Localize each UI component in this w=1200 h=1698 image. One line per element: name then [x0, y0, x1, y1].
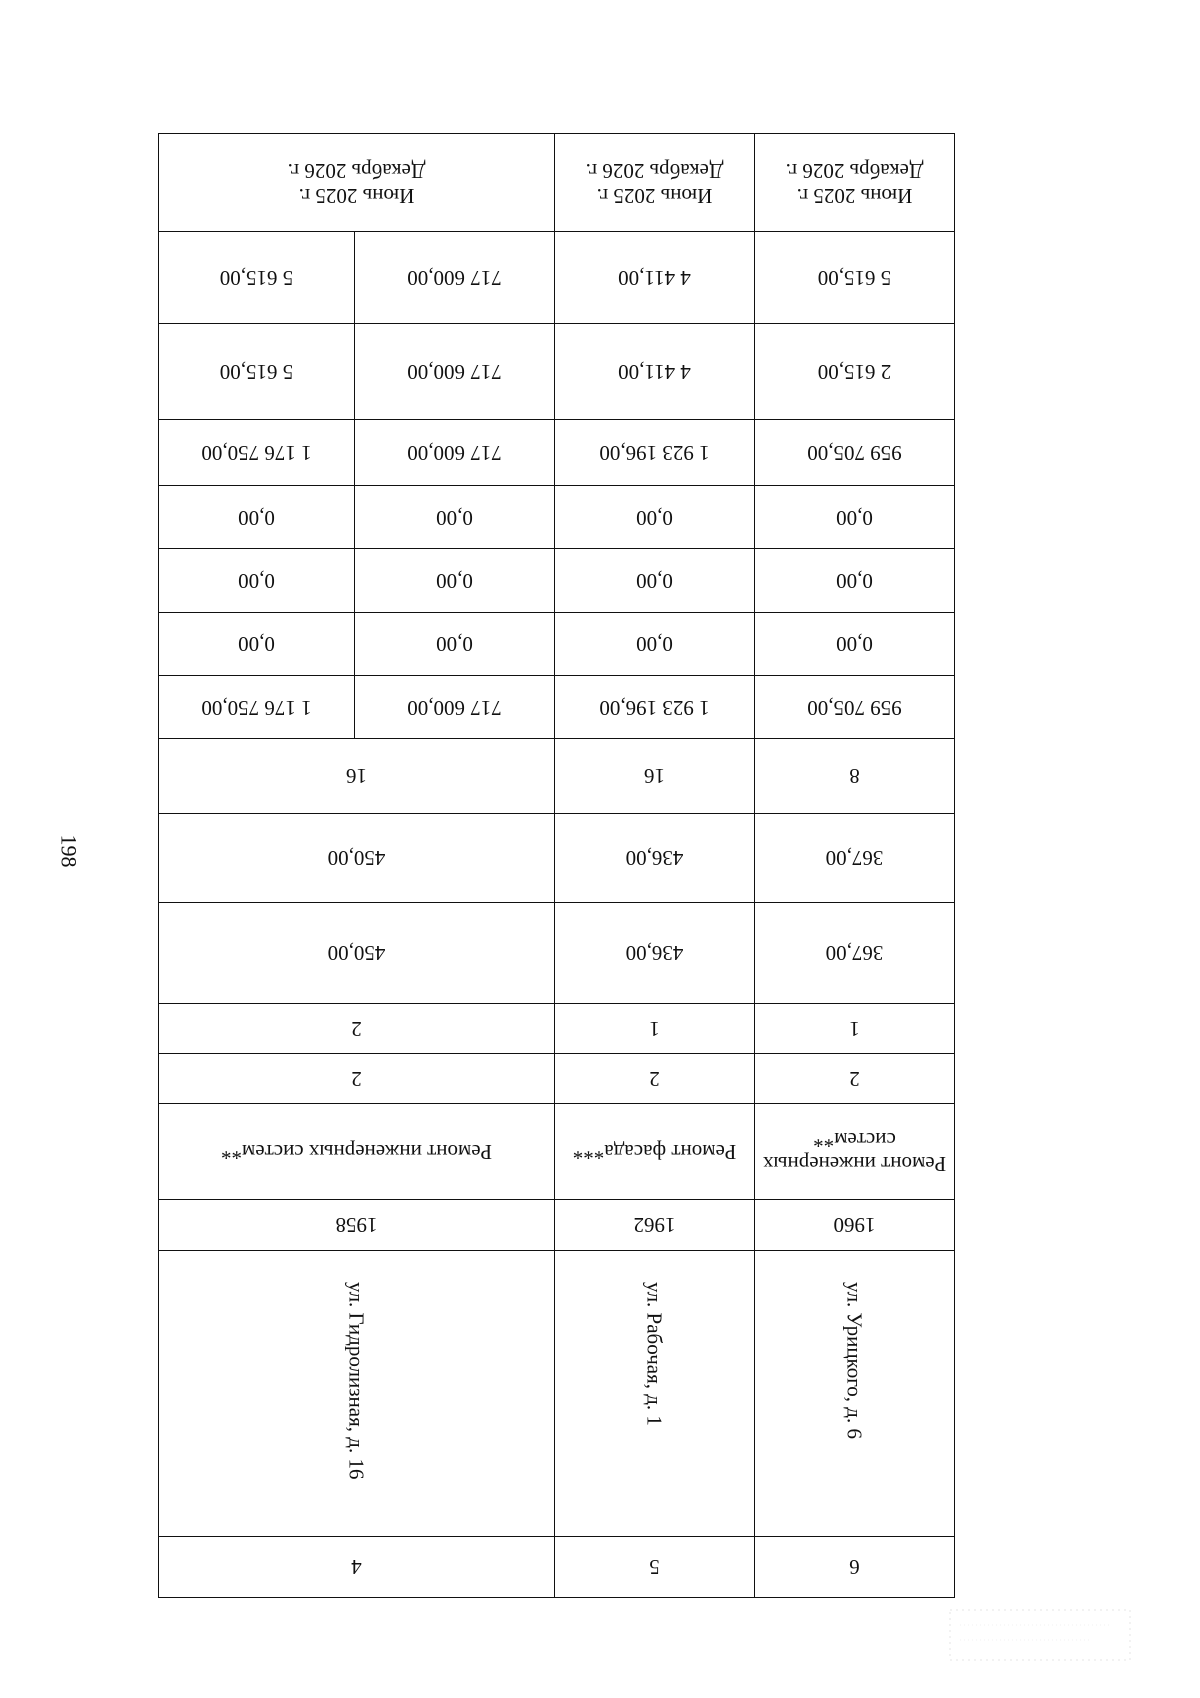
cell-area2-5: 436,00 — [555, 813, 755, 903]
capital-repair-table-wrap — [158, 133, 954, 1598]
cell-limit-6: 5 615,00 — [755, 232, 955, 324]
cell-own-6: 959 705,00 — [755, 420, 955, 486]
row-unit-cost — [159, 324, 955, 420]
cell-address-5 — [555, 1250, 755, 1536]
cell-count-4: 16 — [159, 739, 555, 813]
term-end-6: Декабрь 2026 г. — [785, 158, 924, 183]
page-number: 198 — [56, 834, 82, 868]
cell-area1-4: 450,00 — [159, 903, 555, 1004]
cell-num-5: 5 — [555, 1536, 755, 1597]
cell-count-6: 8 — [755, 739, 955, 813]
cell-limit-4: 5 615,00 — [159, 232, 355, 324]
cell-term-5 — [555, 134, 755, 232]
cell-area2-4: 450,00 — [159, 813, 555, 903]
cell-own-4b: 717 600,00 — [355, 420, 555, 486]
cell-colb-4: 2 — [159, 1003, 555, 1053]
cell-address-6 — [755, 1250, 955, 1536]
cell-total-4b: 717 600,00 — [355, 675, 555, 738]
address-text-5: ул. Рабочая, д. 1 — [643, 1281, 667, 1426]
cell-fund2-5: 0,00 — [555, 549, 755, 612]
row-address — [159, 1250, 955, 1536]
row-work-type — [159, 1104, 955, 1200]
cell-total-4: 1 176 750,00 — [159, 675, 355, 738]
row-year — [159, 1200, 955, 1250]
cell-unit-5: 4 411,00 — [555, 324, 755, 420]
cell-fund3-4: 0,00 — [159, 485, 355, 548]
cell-own-5: 1 923 196,00 — [555, 420, 755, 486]
cell-area1-6: 367,00 — [755, 903, 955, 1004]
address-text-6: ул. Урицкого, д. 6 — [843, 1281, 867, 1439]
row-limit-cost — [159, 232, 955, 324]
row-col-a — [159, 1053, 955, 1103]
cell-total-5: 1 923 196,00 — [555, 675, 755, 738]
row-total — [159, 675, 955, 738]
cell-work-6: Ремонт инженерных систем** — [755, 1104, 955, 1200]
cell-num-6: 6 — [755, 1536, 955, 1597]
cell-term-4 — [159, 134, 555, 232]
cell-limit-5: 4 411,00 — [555, 232, 755, 324]
cell-total-6: 959 705,00 — [755, 675, 955, 738]
cell-cola-4: 2 — [159, 1053, 555, 1103]
term-end-4: Декабрь 2026 г. — [287, 158, 426, 183]
cell-area2-6: 367,00 — [755, 813, 955, 903]
term-start-5: Июнь 2025 г. — [596, 183, 713, 208]
row-area-2 — [159, 813, 955, 903]
cell-year-4: 1958 — [159, 1200, 555, 1250]
cell-fund2-4: 0,00 — [159, 549, 355, 612]
cell-fund2-4b: 0,00 — [355, 549, 555, 612]
term-start-6: Июнь 2025 г. — [796, 183, 913, 208]
term-end-5: Декабрь 2026 г. — [585, 158, 724, 183]
row-term — [159, 134, 955, 232]
cell-unit-6: 2 615,00 — [755, 324, 955, 420]
cell-fund1-6: 0,00 — [755, 612, 955, 675]
cell-work-5: Ремонт фасада*** — [555, 1104, 755, 1200]
faded-stamp-mark — [940, 1600, 1140, 1670]
row-own — [159, 420, 955, 486]
cell-fund1-5: 0,00 — [555, 612, 755, 675]
row-fund-2 — [159, 549, 955, 612]
cell-fund3-4b: 0,00 — [355, 485, 555, 548]
cell-address-4 — [159, 1250, 555, 1536]
cell-year-6: 1960 — [755, 1200, 955, 1250]
term-start-4: Июнь 2025 г. — [298, 183, 415, 208]
cell-fund3-5: 0,00 — [555, 485, 755, 548]
row-number — [159, 1536, 955, 1597]
capital-repair-table — [158, 133, 955, 1598]
row-fund-3 — [159, 485, 955, 548]
cell-fund1-4b: 0,00 — [355, 612, 555, 675]
cell-own-4: 1 176 750,00 — [159, 420, 355, 486]
cell-year-5: 1962 — [555, 1200, 755, 1250]
cell-work-4: Ремонт инженерных систем** — [159, 1104, 555, 1200]
cell-fund3-6: 0,00 — [755, 485, 955, 548]
cell-fund2-6: 0,00 — [755, 549, 955, 612]
cell-colb-5: 1 — [555, 1003, 755, 1053]
cell-fund1-4: 0,00 — [159, 612, 355, 675]
row-area-1 — [159, 903, 955, 1004]
row-fund-1 — [159, 612, 955, 675]
cell-count-5: 16 — [555, 739, 755, 813]
cell-area1-5: 436,00 — [555, 903, 755, 1004]
cell-colb-6: 1 — [755, 1003, 955, 1053]
address-text-4: ул. Гидролизная, д. 16 — [345, 1281, 369, 1480]
row-col-b — [159, 1003, 955, 1053]
cell-cola-5: 2 — [555, 1053, 755, 1103]
cell-num-4: 4 — [159, 1536, 555, 1597]
row-count — [159, 739, 955, 813]
cell-limit-4b: 717 600,00 — [355, 232, 555, 324]
cell-unit-4: 5 615,00 — [159, 324, 355, 420]
cell-term-6 — [755, 134, 955, 232]
cell-cola-6: 2 — [755, 1053, 955, 1103]
cell-unit-4b: 717 600,00 — [355, 324, 555, 420]
